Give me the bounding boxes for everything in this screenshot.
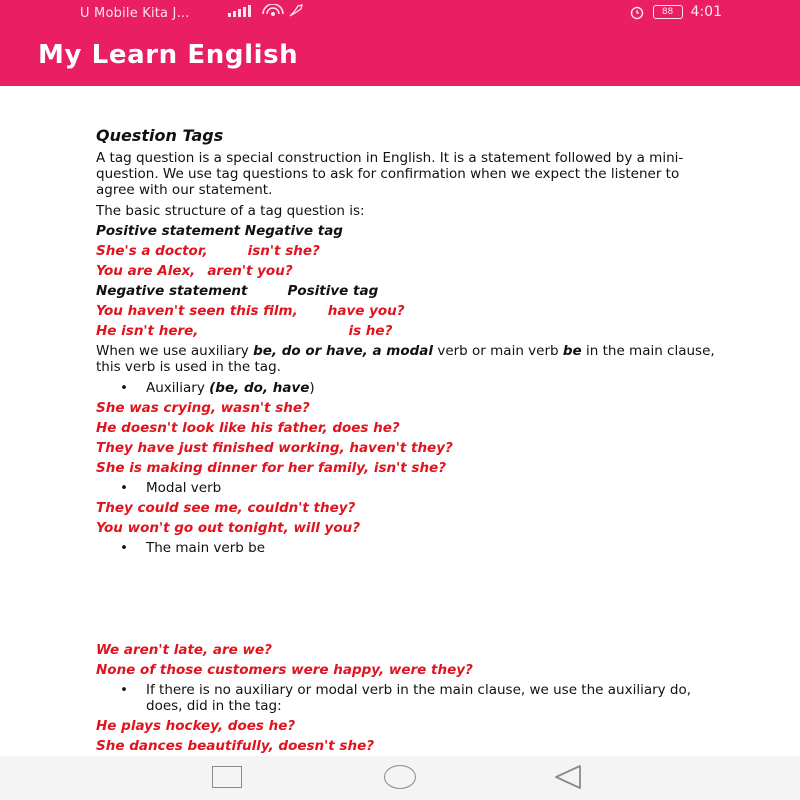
example-row: [96, 243, 716, 263]
app-title: My Learn English: [38, 40, 299, 70]
neg-pos-header: [96, 283, 716, 303]
example-statement: He isn't here,: [96, 323, 199, 339]
example-sentence: None of those customers were happy, were they?: [96, 662, 473, 678]
example-tag: aren't you?: [207, 263, 293, 279]
example-statement: You are Alex,: [96, 263, 196, 279]
bullet-modal: • Modal verb: [96, 480, 716, 500]
recent-apps-icon[interactable]: [212, 766, 242, 788]
neg-statement-label: Negative statement: [96, 283, 248, 299]
bullet-main-verb-be: • The main verb be: [96, 540, 716, 560]
example-sentence: We aren't late, are we?: [96, 642, 272, 658]
hotspot-icon: [262, 4, 284, 18]
lesson-content: [96, 128, 716, 758]
example-sentence: They have just finished working, haven't they?: [96, 440, 453, 456]
signal-icon: [228, 5, 258, 17]
home-icon[interactable]: [384, 765, 416, 789]
example-sentence: They could see me, couldn't they?: [96, 500, 356, 516]
status-icons: [228, 4, 304, 18]
bullet-tail: ): [309, 380, 315, 396]
app-bar: [0, 0, 800, 86]
structure-intro: The basic structure of a tag question is:: [96, 203, 365, 219]
back-icon[interactable]: [552, 764, 584, 790]
neg-tag-label: Negative tag: [244, 223, 343, 239]
navigation-bar: [0, 756, 800, 800]
example-statement: You haven't seen this film,: [96, 303, 298, 319]
pos-neg-header: [96, 223, 716, 243]
carrier-label: U Mobile Kita J...: [80, 6, 190, 21]
bullet-text: Auxiliary: [146, 380, 210, 396]
example-sentence: She is making dinner for her family, isn't she?: [96, 460, 447, 476]
example-sentence: You won't go out tonight, will you?: [96, 520, 361, 536]
clock: 4:01: [690, 4, 722, 20]
example-sentence: He doesn't look like his father, does he?: [96, 420, 400, 436]
lesson-heading: Question Tags: [96, 126, 224, 145]
example-tag: is he?: [348, 323, 393, 339]
battery-icon: 88: [653, 5, 683, 19]
blank-space: [96, 560, 716, 642]
example-row: [96, 263, 716, 283]
bullet-auxiliary: [96, 380, 716, 400]
pos-statement-label: Positive statement: [96, 223, 241, 239]
aux-bold-part: be: [562, 343, 582, 359]
example-row: [96, 303, 716, 323]
status-right: [629, 4, 722, 20]
bullet-bold: (be, do, have: [209, 380, 310, 396]
aux-bold-part: be, do or have, a modal: [253, 343, 434, 359]
example-statement: She's a doctor,: [96, 243, 208, 259]
example-row: [96, 323, 716, 343]
example-tag: isn't she?: [247, 243, 320, 259]
intro-paragraph: A tag question is a special construction in English. It is a statement followed by a mini-question. We use tag questions to ask for confirmation when we expect the listener to agree with our statement.: [96, 150, 684, 198]
pos-tag-label: Positive tag: [287, 283, 379, 299]
aux-text-part: verb or main verb: [433, 343, 563, 359]
example-tag: have you?: [327, 303, 405, 319]
aux-text-part: When we use auxiliary: [96, 343, 254, 359]
bullet-do-does-did: • If there is no auxiliary or modal verb in the main clause, we use the auxiliary do, does, did in the tag:: [96, 682, 716, 714]
aux-text-part: in the main clause, this verb is used in the tag.: [96, 343, 715, 375]
example-sentence: He plays hockey, does he?: [96, 718, 296, 734]
rocket-icon: [288, 4, 304, 18]
alarm-icon: [629, 4, 645, 20]
status-bar: [0, 0, 800, 28]
example-sentence: She dances beautifully, doesn't she?: [96, 738, 375, 754]
auxiliary-paragraph: [96, 343, 716, 375]
example-sentence: She was crying, wasn't she?: [96, 400, 310, 416]
